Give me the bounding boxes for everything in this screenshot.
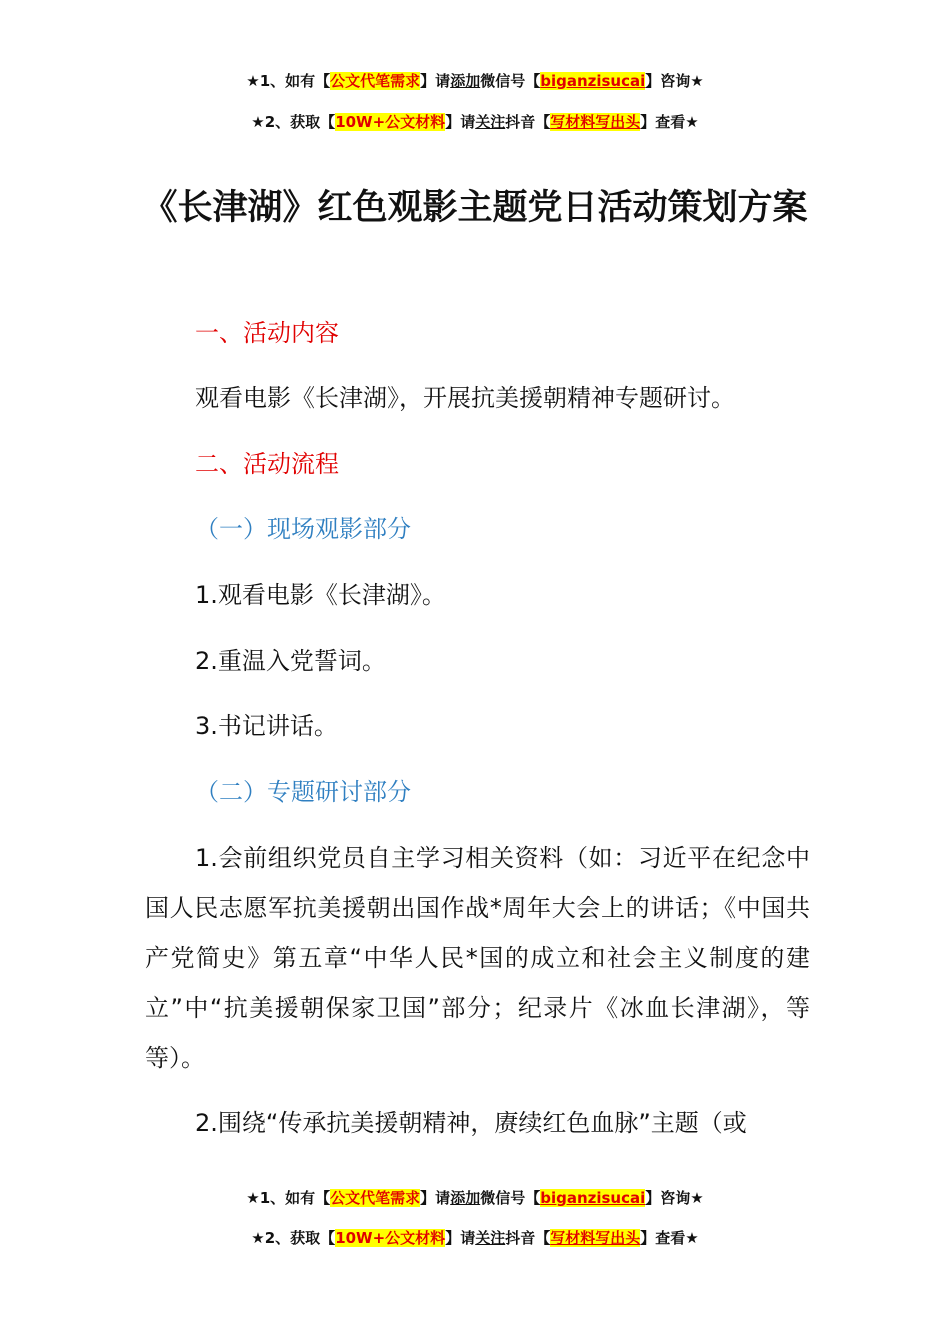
banner-text: ★2、获取【: [251, 113, 336, 131]
banner-text: ★1、如有【: [246, 1189, 331, 1207]
banner-text: 抖音【: [505, 113, 551, 131]
banner-underlined-text: 关注: [475, 113, 506, 131]
section-heading-process: 二、活动流程: [195, 450, 339, 478]
banner-text: 】咨询★: [645, 72, 704, 90]
document-title: 《长津湖》红色观影主题党日活动策划方案: [142, 188, 808, 228]
banner-highlight: biganzisucai: [540, 1189, 646, 1207]
banner-text: 】请: [445, 113, 476, 131]
footer-banner-line-1: [0, 1188, 950, 1208]
banner-highlight: 公文代笔需求: [330, 1189, 421, 1207]
banner-highlight: biganzisucai: [540, 72, 646, 90]
section-body-content: 观看电影《长津湖》，开展抗美援朝精神专题研讨。: [195, 384, 735, 412]
banner-text: 微信号【: [480, 1189, 541, 1207]
list-item: 1.观看电影《长津湖》。: [195, 581, 446, 609]
banner-text: 】查看★: [640, 1229, 699, 1247]
footer-banner-line-2: [0, 1228, 950, 1248]
banner-highlight: 写材料写出头: [550, 1229, 641, 1247]
banner-text: 抖音【: [505, 1229, 551, 1247]
list-item: 3.书记讲话。: [195, 712, 338, 740]
subsection-heading-viewing: （一）现场观影部分: [195, 515, 411, 543]
banner-text: 】请: [445, 1229, 476, 1247]
banner-highlight: 10W+公文材料: [335, 113, 446, 131]
banner-text: 微信号【: [480, 72, 541, 90]
section-heading-content: 一、活动内容: [195, 319, 339, 347]
banner-text: ★1、如有【: [246, 72, 331, 90]
banner-underlined-text: 添加: [450, 1189, 481, 1207]
banner-text: ★2、获取【: [251, 1229, 336, 1247]
list-item: 2.重温入党誓词。: [195, 647, 386, 675]
banner-text: 】请: [420, 1189, 451, 1207]
banner-highlight: 写材料写出头: [550, 113, 641, 131]
banner-text: 】查看★: [640, 113, 699, 131]
banner-text: 】请: [420, 72, 451, 90]
banner-highlight: 10W+公文材料: [335, 1229, 446, 1247]
banner-text: 】咨询★: [645, 1189, 704, 1207]
header-banner-line-1: [0, 71, 950, 91]
banner-underlined-text: 关注: [475, 1229, 506, 1247]
paragraph-study-materials: 1.会前组织党员自主学习相关资料（如：习近平在纪念中国人民志愿军抗美援朝出国作战*周年大会上的讲话；《中国共产党简史》第五章“中华人民*国的成立和社会主义制度的建立”中“抗美援朝保家卫国”部分；纪录片《冰血长津湖》，等等）。: [145, 844, 810, 1072]
paragraph-theme: 2.围绕“传承抗美援朝精神，赓续红色血脉”主题（或: [195, 1109, 747, 1137]
banner-underlined-text: 添加: [450, 72, 481, 90]
banner-highlight: 公文代笔需求: [330, 72, 421, 90]
header-banner-line-2: [0, 112, 950, 132]
subsection-heading-discussion: （二）专题研讨部分: [195, 778, 411, 806]
